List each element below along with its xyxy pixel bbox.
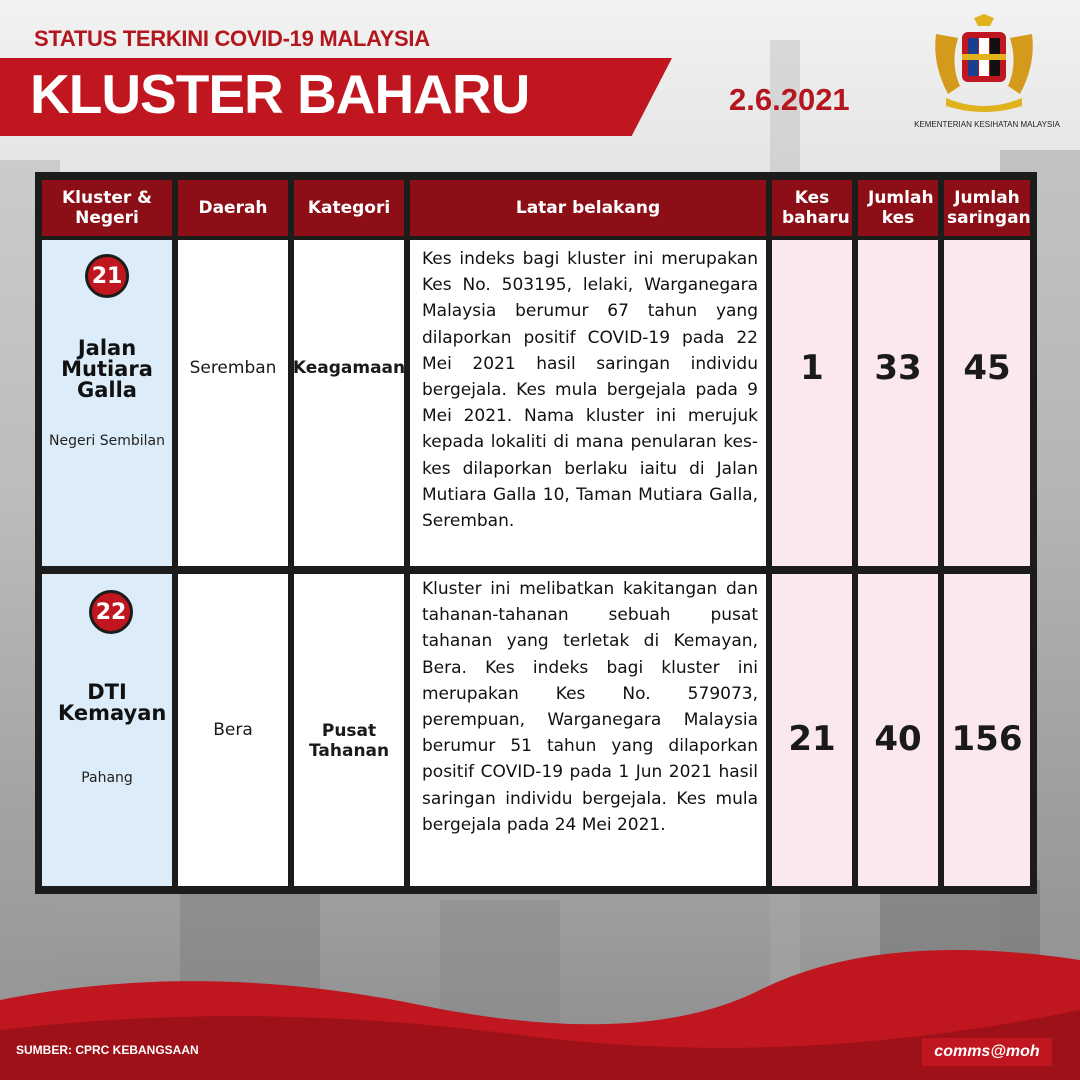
cluster-number-badge: 22 — [89, 590, 133, 634]
header-total-screened — [944, 180, 1030, 236]
district-cell — [178, 240, 288, 566]
header-label: Latar belakang — [515, 198, 661, 218]
header-cluster-state — [42, 180, 172, 236]
district-name: Bera — [213, 720, 253, 740]
category-name: Keagamaan — [292, 358, 406, 378]
cluster-name: Jalan Mutiara Galla — [61, 336, 153, 402]
new-cases-cell — [772, 574, 852, 886]
total-screened-cell — [944, 574, 1030, 886]
state-name: Negeri Sembilan — [49, 433, 165, 449]
table-row-cluster — [42, 574, 172, 886]
total-cases-value: 33 — [874, 348, 922, 388]
header-label: Kluster & Negeri — [61, 188, 152, 228]
total-cases-cell — [858, 240, 938, 566]
total-screened-value: 45 — [963, 348, 1011, 388]
header-label: Jumlah saringan — [947, 188, 1031, 228]
category-name: Pusat Tahanan — [309, 721, 390, 761]
report-date: 2.6.2021 — [729, 82, 850, 117]
district-name: Seremban — [189, 358, 277, 378]
category-cell — [294, 240, 404, 566]
header-label: Kes baharu — [782, 188, 850, 228]
district-cell — [178, 574, 288, 886]
category-cell — [294, 574, 404, 886]
state-name: Pahang — [81, 770, 133, 786]
cluster-table — [35, 172, 1037, 894]
header-category — [294, 180, 404, 236]
background-text: Kes indeks bagi kluster ini merupakan Kes No. 503195, lelaki, Warganegara Malaysia berumur 67 tahun yang dilaporkan positif COVID-19 pada 22 Mei 2021 hasil saringan individu bergejala. Kes mula bergejala pada 9 Mei 2021. Nama kluster ini merujuk kepada lokaliti di mana penularan kes-kes dilaporkan berlaku iaitu di Jalan Mutiara Galla 10, Taman Mutiara Galla, Seremban. — [422, 249, 758, 532]
header-district — [178, 180, 288, 236]
header-label: Jumlah kes — [868, 188, 934, 228]
source-credit: SUMBER: CPRC KEBANGSAAN — [16, 1043, 199, 1057]
total-screened-cell — [944, 240, 1030, 566]
header-label: Kategori — [307, 198, 391, 218]
header-label: Daerah — [198, 198, 268, 218]
background-text: Kluster ini melibatkan kakitangan dan tahanan-tahanan sebuah pusat tahanan yang terletak di Kemayan, Bera. Kes indeks bagi kluster ini merupakan Kes No. 579073, perempuan, Warganegara Malaysia berumur 51 tahun yang dilaporkan positif COVID-19 pada 1 Jun 2021 hasil saringan individu bergejala. Kes mula bergejala pada 24 Mei 2021. — [422, 579, 758, 835]
cluster-name: DTI Kemayan — [58, 680, 167, 725]
table-row-cluster — [42, 240, 172, 566]
total-cases-cell — [858, 574, 938, 886]
comms-handle-badge: comms@moh — [922, 1038, 1052, 1066]
header-new-cases — [772, 180, 852, 236]
ministry-label: KEMENTERIAN KESIHATAN MALAYSIA — [914, 120, 1060, 129]
new-cases-value: 21 — [788, 719, 836, 759]
total-screened-value: 156 — [951, 719, 1023, 759]
cluster-number-badge: 21 — [85, 254, 129, 298]
total-cases-value: 40 — [874, 719, 922, 759]
background-cell — [410, 240, 766, 566]
new-cases-value: 1 — [800, 348, 824, 388]
background-cell — [410, 574, 766, 886]
header-total-cases — [858, 180, 938, 236]
coat-of-arms-logo — [928, 14, 1040, 114]
header-background — [410, 180, 766, 236]
page-title: KLUSTER BAHARU — [30, 63, 530, 125]
new-cases-cell — [772, 240, 852, 566]
subtitle: STATUS TERKINI COVID-19 MALAYSIA — [34, 26, 430, 51]
